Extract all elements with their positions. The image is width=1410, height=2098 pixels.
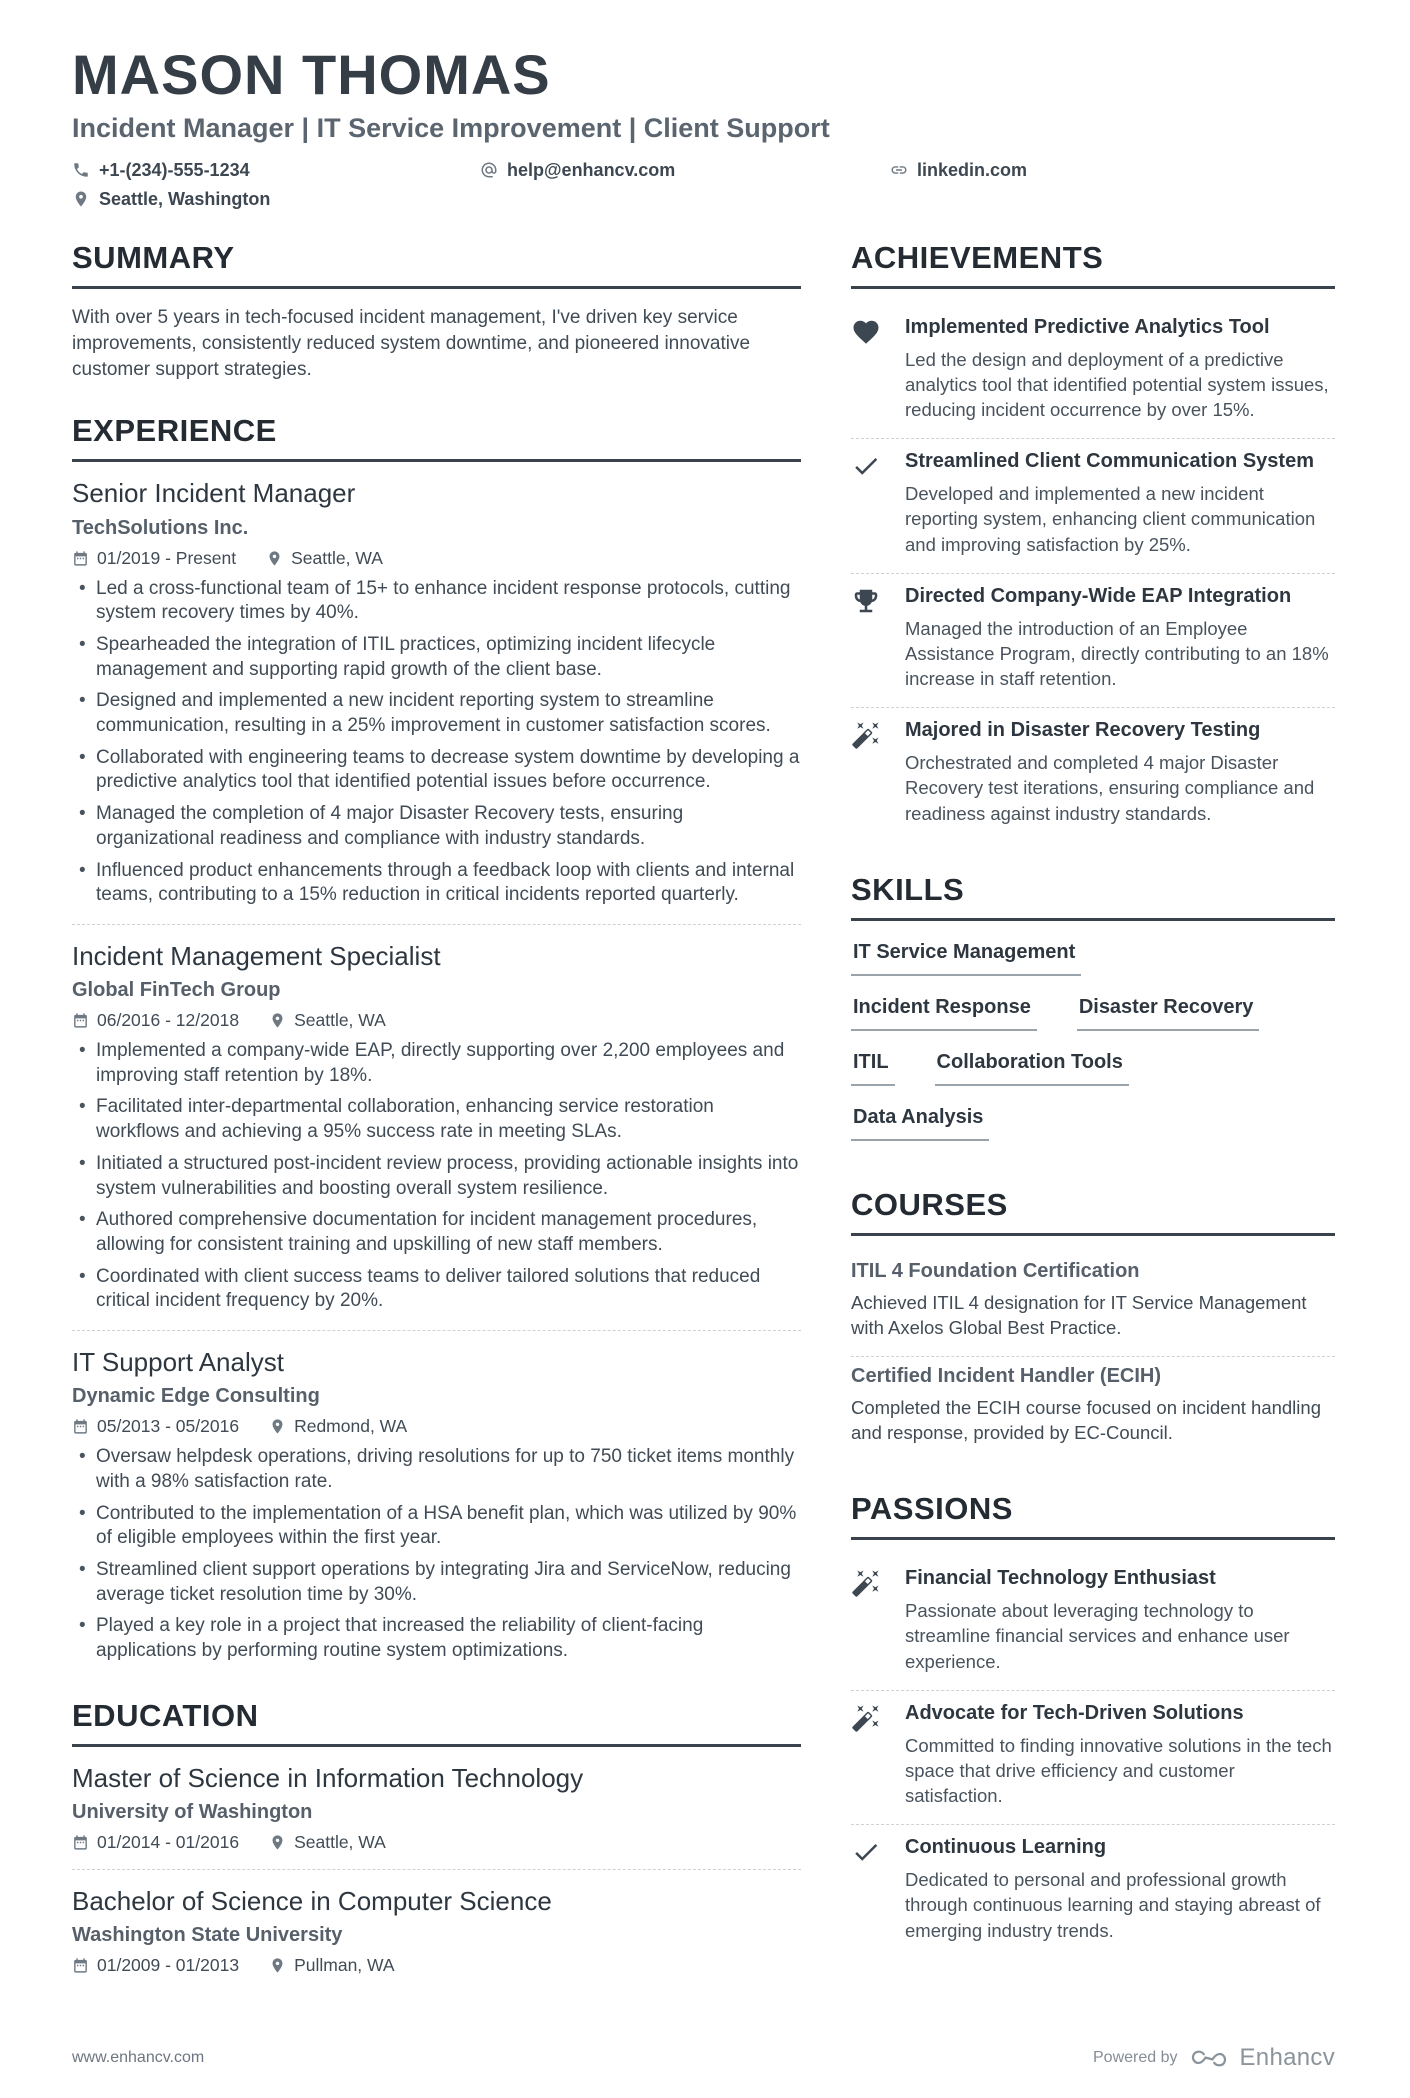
course-text: Achieved ITIL 4 designation for IT Service Management with Axelos Global Best Practice.: [851, 1291, 1307, 1338]
bullet-item: • Influenced product enhancements through a feedback loop with clients and internal teams, contributing to a 15% reduction in critical incidents reported quarterly.: [72, 859, 801, 908]
course-title: ITIL 4 Foundation Certification: [851, 1259, 1140, 1282]
passions-section: [851, 1491, 1335, 1958]
passion-text: Dedicated to personal and professional growth through continuous learning and staying abreast of emerging industry trends.: [905, 1869, 1321, 1941]
achievement-text: Led the design and deployment of a predictive analytics tool that identified potential system issues, reducing incident occurrence by over 15%.: [905, 348, 1329, 421]
company-name: TechSolutions Inc.: [72, 516, 249, 539]
achievement-item: [851, 708, 1335, 841]
education-entry: [72, 1886, 801, 1980]
bullet-item: • Initiated a structured post-incident review process, providing actionable insights into system vulnerabilities and boosting overall system resilience.: [72, 1152, 801, 1201]
passion-title: Financial Technology Enthusiast: [905, 1567, 1216, 1590]
achievement-text: Orchestrated and completed 4 major Disaster Recovery test iterations, ensuring compliance and readiness against industry standards.: [905, 752, 1315, 824]
skill-row: [851, 1047, 1335, 1102]
bullet-item: • Implemented a company-wide EAP, directly supporting over 2,200 employees and improving staff retention by 18%.: [72, 1039, 801, 1088]
email-address: help@enhancv.com: [507, 159, 676, 180]
contact-info: [72, 160, 1335, 210]
location-item: [72, 189, 1335, 210]
resume-header: [72, 43, 1335, 210]
achievement-title: Majored in Disaster Recovery Testing: [905, 719, 1261, 742]
courses-section: [851, 1187, 1335, 1462]
location-text: Seattle, Washington: [99, 188, 271, 209]
job-bullets: [72, 1445, 801, 1664]
location-pin-icon: [269, 1012, 286, 1029]
location-pin-icon: [72, 190, 90, 208]
location-pin-icon: [269, 1834, 286, 1851]
passion-content: [905, 1566, 1335, 1673]
right-column: [851, 240, 1335, 1989]
location-pin-icon: [266, 550, 283, 567]
bullet-item: • Designed and implemented a new incident reporting system to streamline communication, resulting in a 25% improvement in customer satisfaction scores.: [72, 689, 801, 738]
passion-content: [905, 1701, 1335, 1808]
phone-link[interactable]: [72, 160, 480, 181]
job-location-group: [266, 548, 383, 569]
trophy-icon: [851, 584, 891, 691]
candidate-name: MASON THOMAS: [72, 43, 551, 106]
course-title: Certified Incident Handler (ECIH): [851, 1364, 1162, 1387]
bullet-item: • Authored comprehensive documentation for incident management procedures, allowing for consistent training and upskilling of new staff members.: [72, 1208, 801, 1257]
passions-heading: PASSIONS: [851, 1491, 1335, 1540]
calendar-icon: [72, 1834, 89, 1851]
bullet-item: • Led a cross-functional team of 15+ to enhance incident response protocols, cutting system recovery times by 40%.: [72, 577, 801, 626]
location-pin-icon: [269, 1418, 286, 1435]
wand-icon: [851, 1566, 891, 1673]
summary-text: With over 5 years in tech-focused incident management, I've driven key service improvements, consistently reduced system downtime, and pioneered innovative customer support strategies.: [72, 306, 751, 381]
achievement-content: [905, 449, 1335, 556]
degree-location: Pullman, WA: [294, 1955, 395, 1976]
link-icon: [890, 161, 908, 179]
passion-item: [851, 1556, 1335, 1690]
degree-dates: 01/2009 - 01/2013: [97, 1955, 240, 1976]
degree-location-group: [269, 1955, 395, 1976]
achievement-title: Implemented Predictive Analytics Tool: [905, 315, 1270, 338]
passion-title: Continuous Learning: [905, 1836, 1107, 1859]
degree-meta: [72, 1832, 801, 1853]
skill-item: Collaboration Tools: [935, 1047, 1129, 1086]
candidate-headline: Incident Manager | IT Service Improvement | Client Support: [72, 112, 830, 143]
company-name: Dynamic Edge Consulting: [72, 1385, 320, 1408]
calendar-icon: [72, 1957, 89, 1974]
job-title: Senior Incident Manager: [72, 478, 356, 509]
bullet-item: • Spearheaded the integration of ITIL practices, optimizing incident lifecycle management and supporting rapid growth of the client base.: [72, 633, 801, 682]
job-location-group: [269, 1010, 386, 1031]
skill-item: Incident Response: [851, 992, 1037, 1031]
degree-title: Bachelor of Science in Computer Science: [72, 1885, 552, 1916]
bullet-item: • Contributed to the implementation of a HSA benefit plan, which was utilized by 90% of eligible employees within the first year.: [72, 1502, 801, 1551]
summary-heading: SUMMARY: [72, 240, 801, 289]
bullet-item: • Coordinated with client success teams to deliver tailored solutions that reduced critical incident frequency by 20%.: [72, 1265, 801, 1314]
skill-item: ITIL: [851, 1047, 895, 1086]
powered-by-text: Powered by: [1093, 2049, 1178, 2067]
job-location: Seattle, WA: [291, 547, 383, 568]
degree-title: Master of Science in Information Technology: [72, 1762, 584, 1793]
experience-heading: EXPERIENCE: [72, 413, 801, 462]
job-location-group: [269, 1416, 407, 1437]
job-dates-group: [72, 1010, 239, 1031]
degree-location: Seattle, WA: [294, 1831, 386, 1852]
job-dates-group: [72, 1416, 239, 1437]
course-item: [851, 1252, 1335, 1357]
achievement-item: [851, 439, 1335, 573]
achievement-content: [905, 718, 1335, 825]
email-link[interactable]: [480, 160, 890, 181]
courses-heading: COURSES: [851, 1187, 1335, 1236]
wand-icon: [851, 718, 891, 825]
passion-item: [851, 1825, 1335, 1958]
degree-dates-group: [72, 1955, 239, 1976]
school-name: Washington State University: [72, 1924, 343, 1947]
skill-row: [851, 992, 1335, 1047]
calendar-icon: [72, 550, 89, 567]
achievement-title: Streamlined Client Communication System: [905, 450, 1314, 473]
left-column: [72, 240, 801, 2010]
experience-entry: [72, 1347, 801, 1668]
experience-entry: [72, 941, 801, 1331]
check-icon: [851, 449, 891, 556]
job-meta: [72, 1416, 801, 1437]
skill-item: Data Analysis: [851, 1102, 989, 1141]
job-location: Seattle, WA: [294, 1010, 386, 1031]
passion-text: Passionate about leveraging technology to streamline financial services and enhance user experience.: [905, 1600, 1290, 1672]
job-bullets: [72, 577, 801, 908]
job-title: IT Support Analyst: [72, 1346, 284, 1377]
bullet-item: • Collaborated with engineering teams to decrease system downtime by developing a predictive analytics tool that identified potential issues before occurrence.: [72, 746, 801, 795]
bullet-item: • Facilitated inter-departmental collaboration, enhancing service restoration workflows and achieving a 95% success rate in meeting SLAs.: [72, 1095, 801, 1144]
passion-text: Committed to finding innovative solutions in the tech space that drive efficiency and customer satisfaction.: [905, 1734, 1332, 1807]
job-dates: 01/2019 - Present: [97, 547, 237, 568]
education-section: [72, 1698, 801, 1980]
achievement-content: [905, 584, 1335, 691]
job-meta: [72, 548, 801, 569]
link-text: linkedin.com: [917, 159, 1028, 180]
degree-dates: 01/2014 - 01/2016: [97, 1831, 240, 1852]
bullet-item: • Played a key role in a project that increased the reliability of client-facing applications by performing routine system optimizations.: [72, 1614, 801, 1663]
achievement-text: Developed and implemented a new incident reporting system, enhancing client communication and improving satisfaction by 25%.: [905, 483, 1316, 555]
achievements-section: [851, 240, 1335, 842]
achievements-heading: ACHIEVEMENTS: [851, 240, 1335, 289]
passion-item: [851, 1691, 1335, 1825]
skill-item: IT Service Management: [851, 937, 1081, 976]
job-dates-group: [72, 548, 236, 569]
linkedin-link[interactable]: [890, 160, 1335, 181]
achievement-item: [851, 574, 1335, 708]
job-dates: 06/2016 - 12/2018: [97, 1010, 240, 1031]
achievement-item: [851, 305, 1335, 439]
achievement-text: Managed the introduction of an Employee Assistance Program, directly contributing to an 18% increase in staff retention.: [905, 617, 1329, 690]
page-footer: [72, 2010, 1335, 2072]
experience-section: [72, 413, 801, 1667]
enhancv-logo-icon: [1190, 2048, 1228, 2069]
bullet-item: • Streamlined client support operations by integrating Jira and ServiceNow, reducing average ticket resolution time by 30%.: [72, 1558, 801, 1607]
phone-number: +1-(234)-555-1234: [99, 159, 250, 180]
heart-icon: [851, 315, 891, 422]
course-item: [851, 1357, 1335, 1461]
powered-by[interactable]: [1093, 2044, 1335, 2072]
skills-section: [851, 872, 1335, 1157]
bullet-item: • Oversaw helpdesk operations, driving resolutions for up to 750 ticket items monthly with a 98% satisfaction rate.: [72, 1445, 801, 1494]
company-name: Global FinTech Group: [72, 979, 281, 1002]
location-pin-icon: [269, 1957, 286, 1974]
resume-body: [72, 240, 1335, 2010]
enhancv-site-link[interactable]: www.enhancv.com: [72, 2049, 205, 2067]
passion-content: [905, 1835, 1335, 1942]
calendar-icon: [72, 1418, 89, 1435]
course-text: Completed the ECIH course focused on incident handling and response, provided by EC-Council.: [851, 1396, 1321, 1444]
skill-row: [851, 1102, 1335, 1157]
enhancv-brand: Enhancv: [1239, 2044, 1335, 2072]
degree-dates-group: [72, 1832, 239, 1853]
wand-icon: [851, 1701, 891, 1808]
phone-icon: [72, 161, 90, 179]
school-name: University of Washington: [72, 1800, 313, 1823]
education-heading: EDUCATION: [72, 1698, 801, 1747]
degree-meta: [72, 1955, 801, 1976]
passion-title: Advocate for Tech-Driven Solutions: [905, 1701, 1244, 1724]
email-icon: [480, 161, 498, 179]
job-location: Redmond, WA: [294, 1416, 408, 1437]
experience-entry: [72, 478, 801, 924]
job-meta: [72, 1010, 801, 1031]
skills-heading: SKILLS: [851, 872, 1335, 921]
achievement-title: Directed Company-Wide EAP Integration: [905, 584, 1292, 607]
job-title: Incident Management Specialist: [72, 940, 441, 971]
calendar-icon: [72, 1012, 89, 1029]
achievement-content: [905, 315, 1335, 422]
bullet-item: • Managed the completion of 4 major Disaster Recovery tests, ensuring organizational readiness and compliance with industry standards.: [72, 802, 801, 851]
degree-location-group: [269, 1832, 386, 1853]
job-bullets: [72, 1039, 801, 1314]
summary-section: [72, 240, 801, 384]
skill-row: [851, 937, 1335, 992]
education-entry: [72, 1763, 801, 1870]
check-icon: [851, 1835, 891, 1942]
skill-item: Disaster Recovery: [1077, 992, 1260, 1031]
job-dates: 05/2013 - 05/2016: [97, 1416, 240, 1437]
